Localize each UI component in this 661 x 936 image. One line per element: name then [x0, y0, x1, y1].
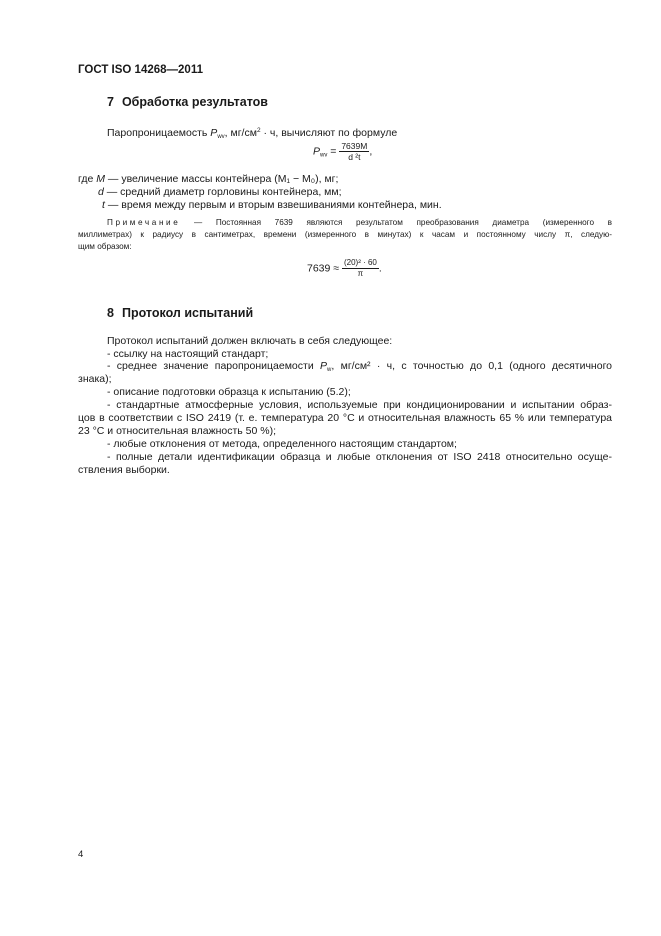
- definition-d: d — средний диаметр горловины контейнера, мм;: [98, 186, 342, 198]
- section-8-number: 8: [107, 306, 114, 320]
- formula-vapor-permeability: $P_{wv}$ = $\frac{7639M}{\text{d ²t}}$ ,: [313, 141, 373, 162]
- section-7-number: 7: [107, 95, 114, 109]
- note-formula: 7639 ≈ $\frac{\text{(20)² · 60}}{\pi}$ .: [307, 258, 382, 278]
- protocol-intro: Протокол испытаний должен включать в себя следующее:: [107, 335, 393, 347]
- note-line-2: миллиметрах) к радиусу в сантиметрах, времени (измеренного в минутах) к часам и постоянному числу π, следую-: [78, 230, 612, 239]
- section-8-heading: [107, 306, 253, 320]
- note-formula-fraction: $\frac{\text{(20)² · 60}}{\pi}$: [343, 258, 377, 278]
- protocol-item-2: - среднее значение паропроницаемости $P_w$, мг/см² · ч, с точностью до 0,1 (одного десятичного: [107, 360, 613, 373]
- note-label: Примечание: [107, 218, 181, 227]
- note-line-3: щим образом:: [78, 242, 132, 251]
- formula-fraction: $\frac{7639M}{\text{d ²t}}$: [341, 141, 368, 162]
- protocol-item-4-line-2: цов в соответствии с ISO 2419 (т. е. температура 20 °С и относительная влажность 65 % или температура: [78, 412, 612, 424]
- page-number: 4: [78, 849, 84, 860]
- definition-t: t — время между первым и вторым взвешиваниями контейнера, мин.: [102, 199, 442, 211]
- definition-m: где M — увеличение массы контейнера (M₁ − M₀), мг;: [78, 173, 339, 185]
- document-header: ГОСТ ISO 14268—2011: [78, 64, 203, 76]
- protocol-item-6-line-1: - полные детали идентификации образца и любые отклонения от ISO 2418 относительно осуще-: [107, 451, 612, 463]
- section-8-title: Протокол испытаний: [121, 306, 254, 320]
- section-7-heading: [107, 95, 268, 109]
- formula-intro: Паропроницаемость $P_{wv}$, $мг/см^2 \cdot ч$, вычисляют по формуле: [107, 127, 398, 140]
- protocol-item-4-line-1: - стандартные атмосферные условия, используемые при кондиционировании и испытании образ-: [107, 399, 612, 411]
- protocol-item-2-continued: знака);: [78, 373, 112, 385]
- protocol-item-6-line-2: ствления выборки.: [78, 464, 170, 476]
- section-7-title: Обработка результатов: [121, 95, 268, 109]
- note-line-1: Примечание — Постоянная 7639 являются результатом преобразования диаметра (измеренного в: [107, 218, 612, 227]
- protocol-item-5: - любые отклонения от метода, определенного настоящим стандартом;: [107, 438, 457, 450]
- protocol-item-4-line-3: 23 °С и относительная влажность 50 %);: [78, 425, 277, 437]
- protocol-item-3: - описание подготовки образца к испытанию (5.2);: [107, 386, 351, 398]
- protocol-item-1: - ссылку на настоящий стандарт;: [107, 348, 269, 360]
